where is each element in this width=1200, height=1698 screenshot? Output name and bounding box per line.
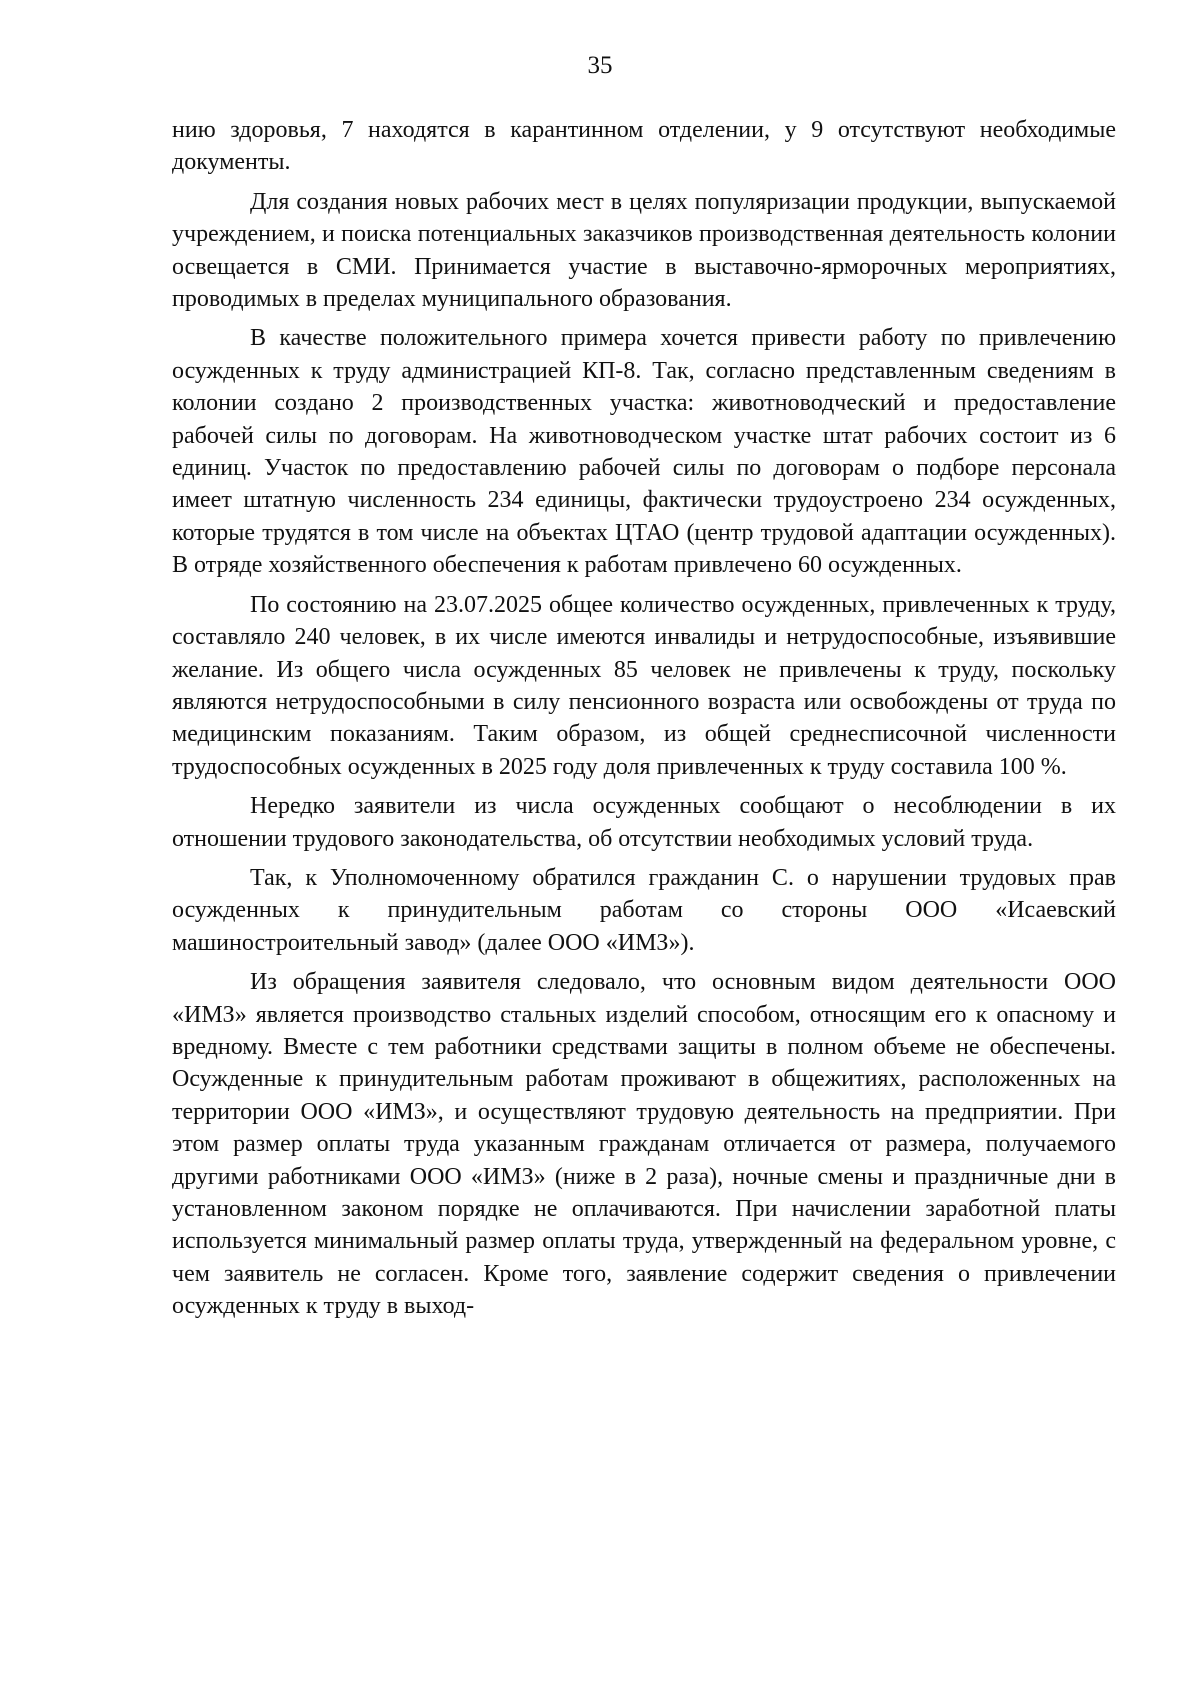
- document-body: [172, 114, 1116, 1330]
- paragraph-complaints: Нередко заявители из числа осужденных сообщают о несоблюдении в их отношении трудового законодательства, об отсутствии необходимых условий труда.: [172, 793, 1116, 852]
- paragraph-kp8-example: В качестве положительного примера хочется привести работу по привлечению осужденных к труду администрацией КП-8. Так, согласно представленным сведениям в колонии создано 2 производственных участка: животноводческий и предоставление рабочей силы по договорам. На животноводческом участке штат рабочих состоит из 6 единиц. Участок по предоставлению рабочей силы по договорам о подборе персонала имеет штатную численность 234 единицы, фактически трудоустроено 234 осужденных, которые трудятся в том числе на объектах ЦТАО (центр трудовой адаптации осужденных). В отряде хозяйственного обеспечения к работам привлечено 60 осужденных.: [172, 325, 1116, 579]
- page-number: 35: [587, 52, 613, 79]
- paragraph-employment-status: По состоянию на 23.07.2025 общее количество осужденных, привлеченных к труду, составляло 240 человек, в их числе имеются инвалиды и нетрудоспособные, изъявившие желание. Из общего числа осужденных 85 человек не привлечены к труду, поскольку являются нетрудоспособными в силу пенсионного возраста или освобождены от труда по медицинским показаниям. Таким образом, из общей среднесписочной численности трудоспособных осужденных в 2025 году доля привлеченных к труду составила 100 %.: [172, 591, 1116, 780]
- paragraph-job-creation: Для создания новых рабочих мест в целях популяризации продукции, выпускаемой учреждением, и поиска потенциальных заказчиков производственная деятельность колонии освещается в СМИ. Принимается участие в выставочно-ярморочных мероприятиях, проводимых в пределах муниципального образования.: [172, 188, 1116, 313]
- paragraph-citizen-appeal: Так, к Уполномоченному обратился гражданин С. о нарушении трудовых прав осужденных к принудительным работам со стороны ООО «Исаевский машиностроительный завод» (далее ООО «ИМЗ»).: [172, 864, 1116, 956]
- paragraph-continuation: нию здоровья, 7 находятся в карантинном отделении, у 9 отсутствуют необходимые документы.: [172, 117, 1116, 176]
- paragraph-appeal-details: Из обращения заявителя следовало, что основным видом деятельности ООО «ИМЗ» является производство стальных изделий способом, относящим его к опасному и вредному. Вместе с тем работники средствами защиты в полном объеме не обеспечены. Осужденные к принудительным работам проживают в общежитиях, расположенных на территории ООО «ИМЗ», и осуществляют трудовую деятельность на предприятии. При этом размер оплаты труда указанным гражданам отличается от размера, получаемого другими работниками ООО «ИМЗ» (ниже в 2 раза), ночные смены и праздничные дни в установленном законом порядке не оплачиваются. При начислении заработной платы используется минимальный размер оплаты труда, утвержденный на федеральном уровне, с чем заявитель не согласен. Кроме того, заявление содержит сведения о привлечении осужденных к труду в выход-: [172, 969, 1116, 1320]
